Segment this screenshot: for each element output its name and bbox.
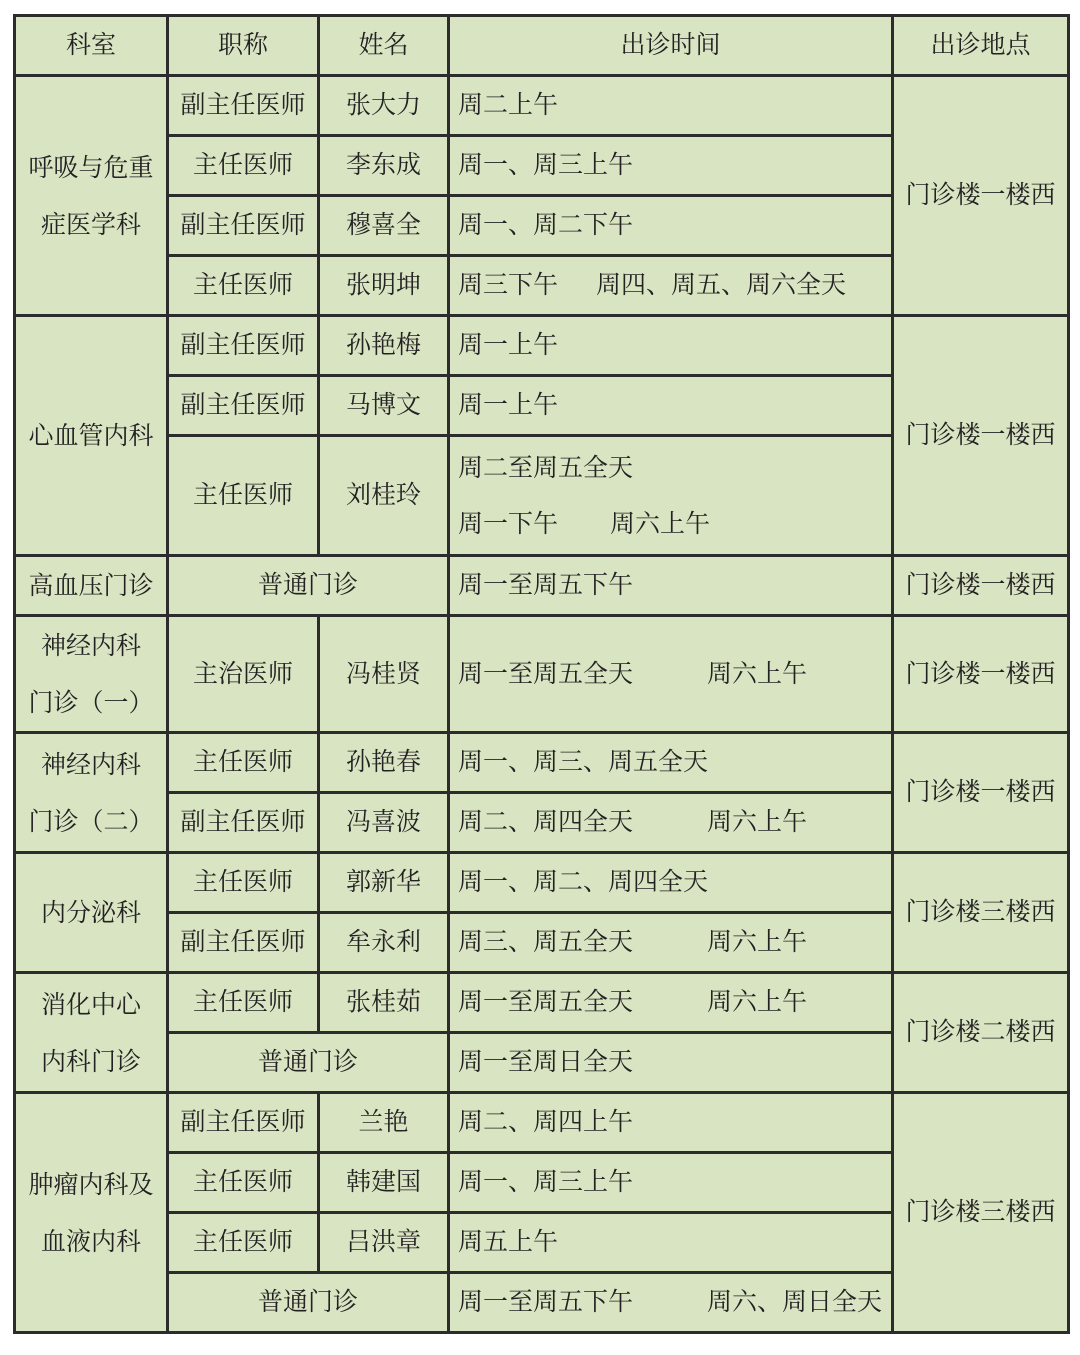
department-cell bbox=[15, 616, 168, 733]
time-line bbox=[458, 440, 891, 496]
time-segment: 周一至周五全天 bbox=[458, 658, 634, 688]
header-department: 科室 bbox=[15, 16, 168, 76]
time-cell bbox=[449, 1033, 893, 1093]
time-cell bbox=[449, 376, 893, 436]
title-cell: 主任医师 bbox=[168, 733, 319, 793]
time-cell bbox=[449, 436, 893, 556]
title-cell: 主治医师 bbox=[168, 616, 319, 733]
time-segment: 周一、周三、周五全天 bbox=[458, 747, 709, 777]
time-cell bbox=[449, 1093, 893, 1153]
time-cell bbox=[449, 853, 893, 913]
department-name-line: 呼吸与危重 bbox=[28, 152, 154, 182]
time-line bbox=[458, 496, 891, 552]
title-cell: 副主任医师 bbox=[168, 376, 319, 436]
title-cell: 主任医师 bbox=[168, 1213, 319, 1273]
header-location: 出诊地点 bbox=[893, 16, 1069, 76]
title-cell: 副主任医师 bbox=[168, 793, 319, 853]
title-cell: 主任医师 bbox=[168, 256, 319, 316]
department-name-line: 症医学科 bbox=[40, 209, 141, 239]
name-cell: 吕洪章 bbox=[319, 1213, 449, 1273]
location-cell: 门诊楼二楼西 bbox=[893, 973, 1069, 1093]
time-cell bbox=[449, 616, 893, 733]
location-cell: 门诊楼三楼西 bbox=[893, 853, 1069, 973]
department-name-line: 门诊（二） bbox=[28, 806, 154, 836]
name-cell: 牟永利 bbox=[319, 913, 449, 973]
table-row bbox=[15, 316, 1069, 376]
title-cell: 主任医师 bbox=[168, 973, 319, 1033]
name-cell: 孙艳春 bbox=[319, 733, 449, 793]
schedule-table bbox=[13, 14, 1070, 1334]
time-segment: 周二、周四上午 bbox=[458, 1107, 634, 1137]
title-cell: 主任医师 bbox=[168, 853, 319, 913]
time-segment: 周一、周二、周四全天 bbox=[458, 867, 709, 897]
time-cell bbox=[449, 913, 893, 973]
name-cell: 张桂茹 bbox=[319, 973, 449, 1033]
time-cell bbox=[449, 136, 893, 196]
department-name-line: 神经内科 bbox=[40, 631, 141, 660]
general-clinic-cell: 普通门诊 bbox=[168, 556, 449, 616]
name-cell: 穆喜全 bbox=[319, 196, 449, 256]
time-segment: 周二至周五全天 bbox=[458, 452, 634, 482]
department-cell bbox=[15, 1093, 168, 1333]
schedule-body bbox=[15, 16, 1069, 1333]
time-segment: 周一下午 bbox=[458, 508, 559, 538]
time-cell bbox=[449, 973, 893, 1033]
table-row bbox=[15, 76, 1069, 136]
table-row bbox=[15, 556, 1069, 616]
time-segment: 周三、周五全天 bbox=[458, 927, 634, 957]
department-name-line: 血液内科 bbox=[40, 1226, 141, 1256]
department-name-line: 心血管内科 bbox=[28, 421, 154, 450]
table-row bbox=[15, 853, 1069, 913]
location-cell: 门诊楼一楼西 bbox=[893, 616, 1069, 733]
name-cell: 冯桂贤 bbox=[319, 616, 449, 733]
location-cell: 门诊楼一楼西 bbox=[893, 556, 1069, 616]
department-cell bbox=[15, 733, 168, 853]
table-row bbox=[15, 1093, 1069, 1153]
location-cell: 门诊楼一楼西 bbox=[893, 733, 1069, 853]
department-name-line: 高血压门诊 bbox=[28, 571, 154, 600]
name-cell: 孙艳梅 bbox=[319, 316, 449, 376]
name-cell: 李东成 bbox=[319, 136, 449, 196]
table-row bbox=[15, 733, 1069, 793]
time-segment: 周六上午 bbox=[707, 658, 808, 688]
title-cell: 主任医师 bbox=[168, 436, 319, 556]
name-cell: 刘桂玲 bbox=[319, 436, 449, 556]
time-segment: 周一至周五下午 bbox=[458, 1287, 634, 1317]
time-segment: 周一至周五全天 bbox=[458, 987, 634, 1017]
time-segment: 周六上午 bbox=[707, 927, 808, 957]
time-cell bbox=[449, 76, 893, 136]
time-cell bbox=[449, 1273, 893, 1333]
time-cell bbox=[449, 556, 893, 616]
table-row bbox=[15, 616, 1069, 733]
time-segment: 周五上午 bbox=[458, 1227, 559, 1257]
name-cell: 冯喜波 bbox=[319, 793, 449, 853]
name-cell: 张大力 bbox=[319, 76, 449, 136]
department-cell bbox=[15, 316, 168, 556]
time-cell bbox=[449, 316, 893, 376]
time-segment: 周一、周二下午 bbox=[458, 210, 634, 240]
title-cell: 副主任医师 bbox=[168, 913, 319, 973]
header-row bbox=[15, 16, 1069, 76]
title-cell: 副主任医师 bbox=[168, 76, 319, 136]
name-cell: 韩建国 bbox=[319, 1153, 449, 1213]
department-name-line: 内分泌科 bbox=[40, 898, 141, 927]
title-cell: 主任医师 bbox=[168, 1153, 319, 1213]
time-segment: 周一至周日全天 bbox=[458, 1047, 634, 1077]
time-segment: 周六上午 bbox=[610, 508, 711, 538]
time-segment: 周一至周五下午 bbox=[458, 570, 634, 600]
department-cell bbox=[15, 853, 168, 973]
department-name-line: 内科门诊 bbox=[40, 1046, 141, 1076]
time-segment: 周一、周三上午 bbox=[458, 150, 634, 180]
department-name-line: 神经内科 bbox=[40, 749, 141, 779]
location-cell: 门诊楼三楼西 bbox=[893, 1093, 1069, 1333]
time-cell bbox=[449, 793, 893, 853]
time-cell bbox=[449, 1153, 893, 1213]
location-cell: 门诊楼一楼西 bbox=[893, 316, 1069, 556]
time-cell bbox=[449, 733, 893, 793]
title-cell: 副主任医师 bbox=[168, 196, 319, 256]
header-name: 姓名 bbox=[319, 16, 449, 76]
general-clinic-cell: 普通门诊 bbox=[168, 1273, 449, 1333]
title-cell: 副主任医师 bbox=[168, 1093, 319, 1153]
time-cell bbox=[449, 256, 893, 316]
time-segment: 周二、周四全天 bbox=[458, 807, 634, 837]
time-segment: 周一上午 bbox=[458, 330, 559, 360]
department-cell bbox=[15, 76, 168, 316]
name-cell: 马博文 bbox=[319, 376, 449, 436]
time-segment: 周一上午 bbox=[458, 390, 559, 420]
general-clinic-cell: 普通门诊 bbox=[168, 1033, 449, 1093]
title-cell: 主任医师 bbox=[168, 136, 319, 196]
time-segment: 周一、周三上午 bbox=[458, 1167, 634, 1197]
time-segment: 周二上午 bbox=[458, 90, 559, 120]
time-segment: 周三下午 bbox=[458, 270, 559, 300]
time-segment: 周六上午 bbox=[707, 807, 808, 837]
name-cell: 郭新华 bbox=[319, 853, 449, 913]
name-cell: 张明坤 bbox=[319, 256, 449, 316]
department-name-line: 门诊（一） bbox=[28, 688, 154, 717]
header-title: 职称 bbox=[168, 16, 319, 76]
title-cell: 副主任医师 bbox=[168, 316, 319, 376]
time-cell bbox=[449, 1213, 893, 1273]
table-row bbox=[15, 973, 1069, 1033]
department-name-line: 消化中心 bbox=[40, 989, 141, 1019]
time-cell bbox=[449, 196, 893, 256]
header-time: 出诊时间 bbox=[449, 16, 893, 76]
department-cell bbox=[15, 973, 168, 1093]
department-name-line: 肿瘤内科及 bbox=[28, 1169, 154, 1199]
time-segment: 周六、周日全天 bbox=[707, 1287, 883, 1317]
department-cell bbox=[15, 556, 168, 616]
name-cell: 兰艳 bbox=[319, 1093, 449, 1153]
location-cell: 门诊楼一楼西 bbox=[893, 76, 1069, 316]
time-segment: 周六上午 bbox=[707, 987, 808, 1017]
time-segment: 周四、周五、周六全天 bbox=[596, 270, 847, 300]
